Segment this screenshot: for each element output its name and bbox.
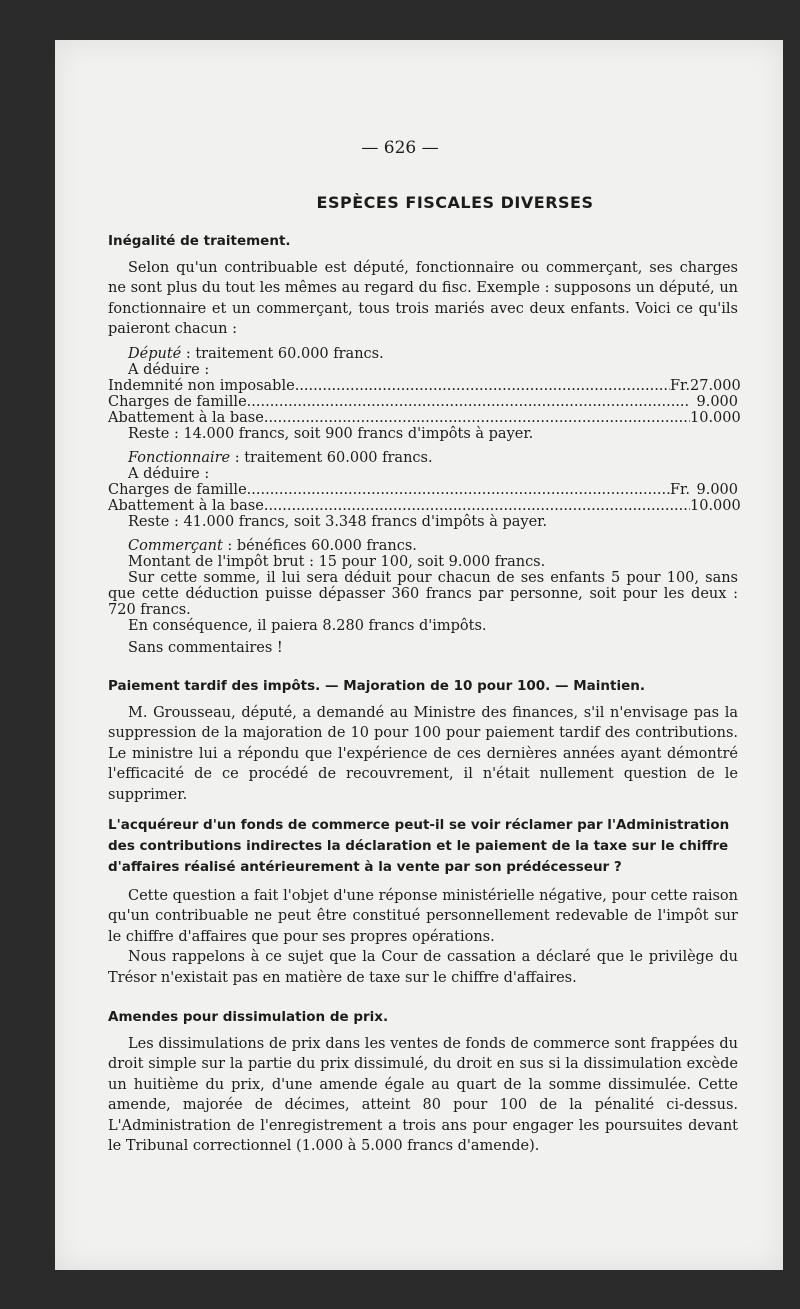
fonctionnaire-label: Fonctionnaire (128, 449, 231, 466)
row-currency: Fr. (669, 377, 690, 394)
page-number: — 626 — (361, 138, 439, 158)
depute-label: Député (128, 345, 182, 362)
row-label: Abattement à la base (108, 497, 264, 514)
row-charges-2 (108, 482, 738, 498)
row-amount: 27.000 (690, 377, 741, 394)
depute-rest: : traitement 60.000 francs. (181, 345, 384, 362)
commercant-deduction: Sur cette somme, il lui sera déduit pour chacun de ses enfants 5 pour 100, sans que cette déduction puisse dépasser 360 francs par personne, soit pour les deux : 720 francs. (108, 569, 738, 618)
row-label: Charges de famille (108, 393, 247, 410)
section-paiement-tardif (108, 676, 738, 805)
commercant-label: Commerçant (128, 537, 223, 554)
section-amendes (108, 1007, 738, 1156)
section-inegalite (108, 231, 741, 656)
row-currency: Fr. (669, 481, 690, 498)
reste-1: Reste : 14.000 francs, soit 900 francs d'impôts à payer. (128, 425, 534, 442)
heading-paiement-tardif: Paiement tardif des impôts. — Majoration de 10 pour 100. — Maintien. (108, 678, 645, 694)
row-label: Charges de famille (108, 481, 247, 498)
deduire-2: A déduire : (128, 465, 210, 482)
deduire-1: A déduire : (128, 361, 210, 378)
row-label: Abattement à la base (108, 409, 264, 426)
row-label: Indemnité non imposable (108, 377, 295, 394)
fonctionnaire-rest: : traitement 60.000 francs. (230, 449, 433, 466)
commercant-impot: Montant de l'impôt brut : 15 pour 100, soit 9.000 francs. (128, 553, 546, 570)
section-title: ESPÈCES FISCALES DIVERSES (316, 193, 594, 212)
heading-amendes: Amendes pour dissimulation de prix. (108, 1009, 389, 1025)
row-amount: 10.000 (690, 409, 741, 426)
amendes-body: Les dissimulations de prix dans les ventes de fonds de commerce sont frappées du droit simple sur la partie du prix dissimulé, du droit en sus si la dissimulation excède un huitième du prix, d'une amende égale au quart de la somme dissimulée. Cette amende, majorée de décimes, atteint 80 pour 100 de la pénalité ci-dessus. L'Administration de l'enregistrement a trois ans pour engager les poursuites devant le Tribunal correctionnel (1.000 à 5.000 francs d'amende). (108, 1036, 738, 1155)
row-amount: 9.000 (696, 481, 738, 498)
heading-acquereur: L'acquéreur d'un fonds de commerce peut-il se voir réclamer par l'Administration des contributions indirectes la déclaration et le paiement de la taxe sur le chiffre d'affaires réalisé antérieurement à la vente par son prédécesseur ? (108, 817, 730, 875)
row-amount: 10.000 (690, 497, 741, 514)
commercant-rest: : bénéfices 60.000 francs. (222, 537, 417, 554)
row-abattement-2 (108, 497, 741, 514)
acquereur-p2: Nous rappelons à ce sujet que la Cour de cassation a déclaré que le privilège du Trésor n'existait pas en matière de taxe sur le chiffre d'affaires. (108, 949, 738, 986)
fonctionnaire-line (108, 450, 738, 466)
commercant-line (108, 538, 738, 554)
paiement-tardif-body: M. Grousseau, député, a demandé au Ministre des finances, s'il n'envisage pas la suppression de la majoration de 10 pour 100 pour paiement tardif des contributions. Le ministre lui a répondu que l'expérience de ces dernières années ayant démontré l'efficacité de ce procédé de recouvrement, il n'était nullement question de le supprimer. (108, 705, 738, 803)
row-charges (108, 394, 738, 410)
row-indemnite (108, 377, 741, 394)
row-abattement (108, 409, 741, 426)
heading-inegalite: Inégalité de traitement. (108, 233, 291, 249)
acquereur-p1: Cette question a fait l'objet d'une réponse ministérielle négative, pour cette raison qu'un contribuable ne peut être constitué personnellement redevable de l'impôt sur le chiffre d'affaires que pour ses propres opérations. (108, 888, 738, 945)
row-amount: 9.000 (696, 393, 738, 410)
reste-2: Reste : 41.000 francs, soit 3.348 francs d'impôts à payer. (128, 513, 548, 530)
commercant-total: En conséquence, il paiera 8.280 francs d'impôts. (128, 617, 487, 634)
depute-line (108, 346, 738, 362)
section-acquereur (108, 815, 738, 988)
intro-paragraph: Selon qu'un contribuable est député, fonctionnaire ou commerçant, ses charges ne sont plus du tout les mêmes au regard du fisc. Exemple : supposons un député, un fonctionnaire et un commerçant, tous trois mariés avec deux enfants. Voici ce qu'ils paieront chacun : (108, 260, 738, 338)
sans-commentaires: Sans commentaires ! (128, 639, 283, 656)
